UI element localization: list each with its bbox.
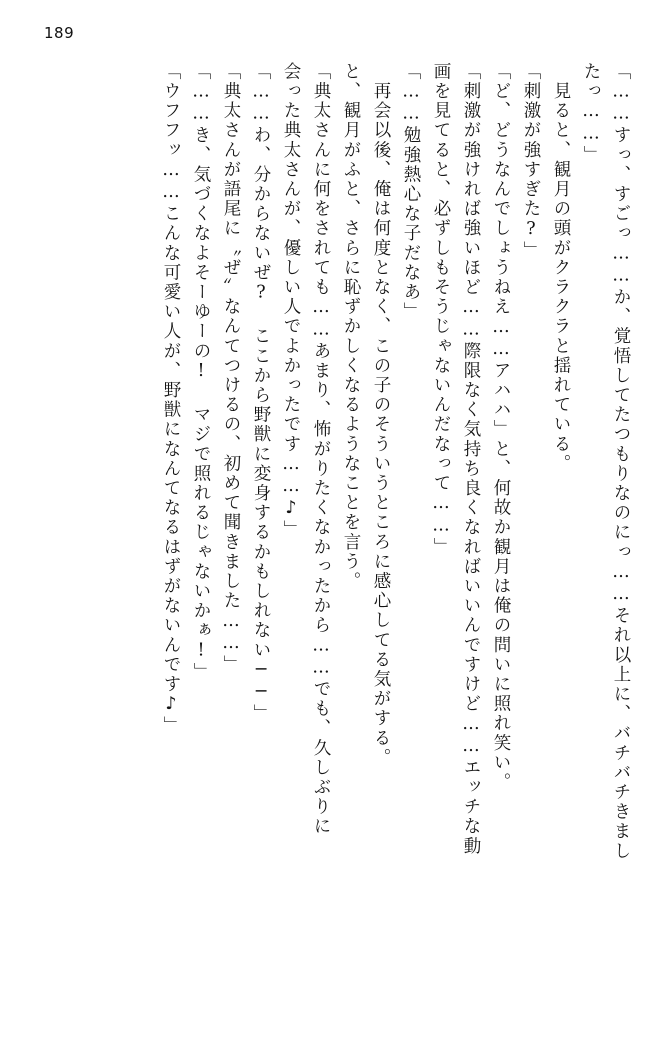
text-line: 「……勉強熱心な子だなあ」 [401, 62, 421, 322]
text-line: 「刺激が強すぎた?」 [521, 62, 541, 261]
text-line: 見ると、観月の頭がクラクラと揺れている。 [551, 62, 571, 474]
text-line: 「典太さんが語尾に〝ぜ〟なんてつけるの、初めて聞きました……」 [221, 62, 241, 675]
text-line: 再会以後、俺は何度となく、この子のそういうところに感心してる気がする。 [371, 62, 391, 768]
text-line: 「ウフフッ……こんな可愛い人が、野獣になんてなるはずがないんです♪」 [161, 62, 181, 736]
page-number: 189 [44, 24, 75, 42]
text-line: 「刺激が強ければ強いほど……際限なく気持ち良くなればいいんですけど……エッチな動 [461, 62, 481, 856]
text-line: 「……わ、分からないぜ? ここから野獣に変身するかもしれない──」 [251, 62, 271, 724]
text-line: たっ……」 [581, 62, 601, 165]
text-line: 「……き、気づくなよそーゆーの! マジで照れるじゃないかぁ!」 [191, 62, 211, 683]
text-line: 「……すっ、すごっ……か、覚悟してたつもりなのにっ……それ以上に、バチバチきまし [611, 62, 631, 861]
text-line: 「典太さんに何をされても……あまり、怖がりたくなかったから……でも、久しぶりに [311, 62, 331, 837]
text-line: 会った典太さんが、優しい人でよかったです……♪」 [281, 62, 301, 540]
text-line: と、観月がふと、さらに恥ずかしくなるようなことを言う。 [341, 62, 361, 592]
text-line: 「ど、どうなんでしょうねえ……アハハ」と、何故か観月は俺の問いに照れ笑い。 [491, 62, 511, 793]
text-line: 画を見てると、必ずしもそうじゃないんだなって……」 [431, 62, 451, 557]
vertical-text-body [44, 62, 629, 1010]
